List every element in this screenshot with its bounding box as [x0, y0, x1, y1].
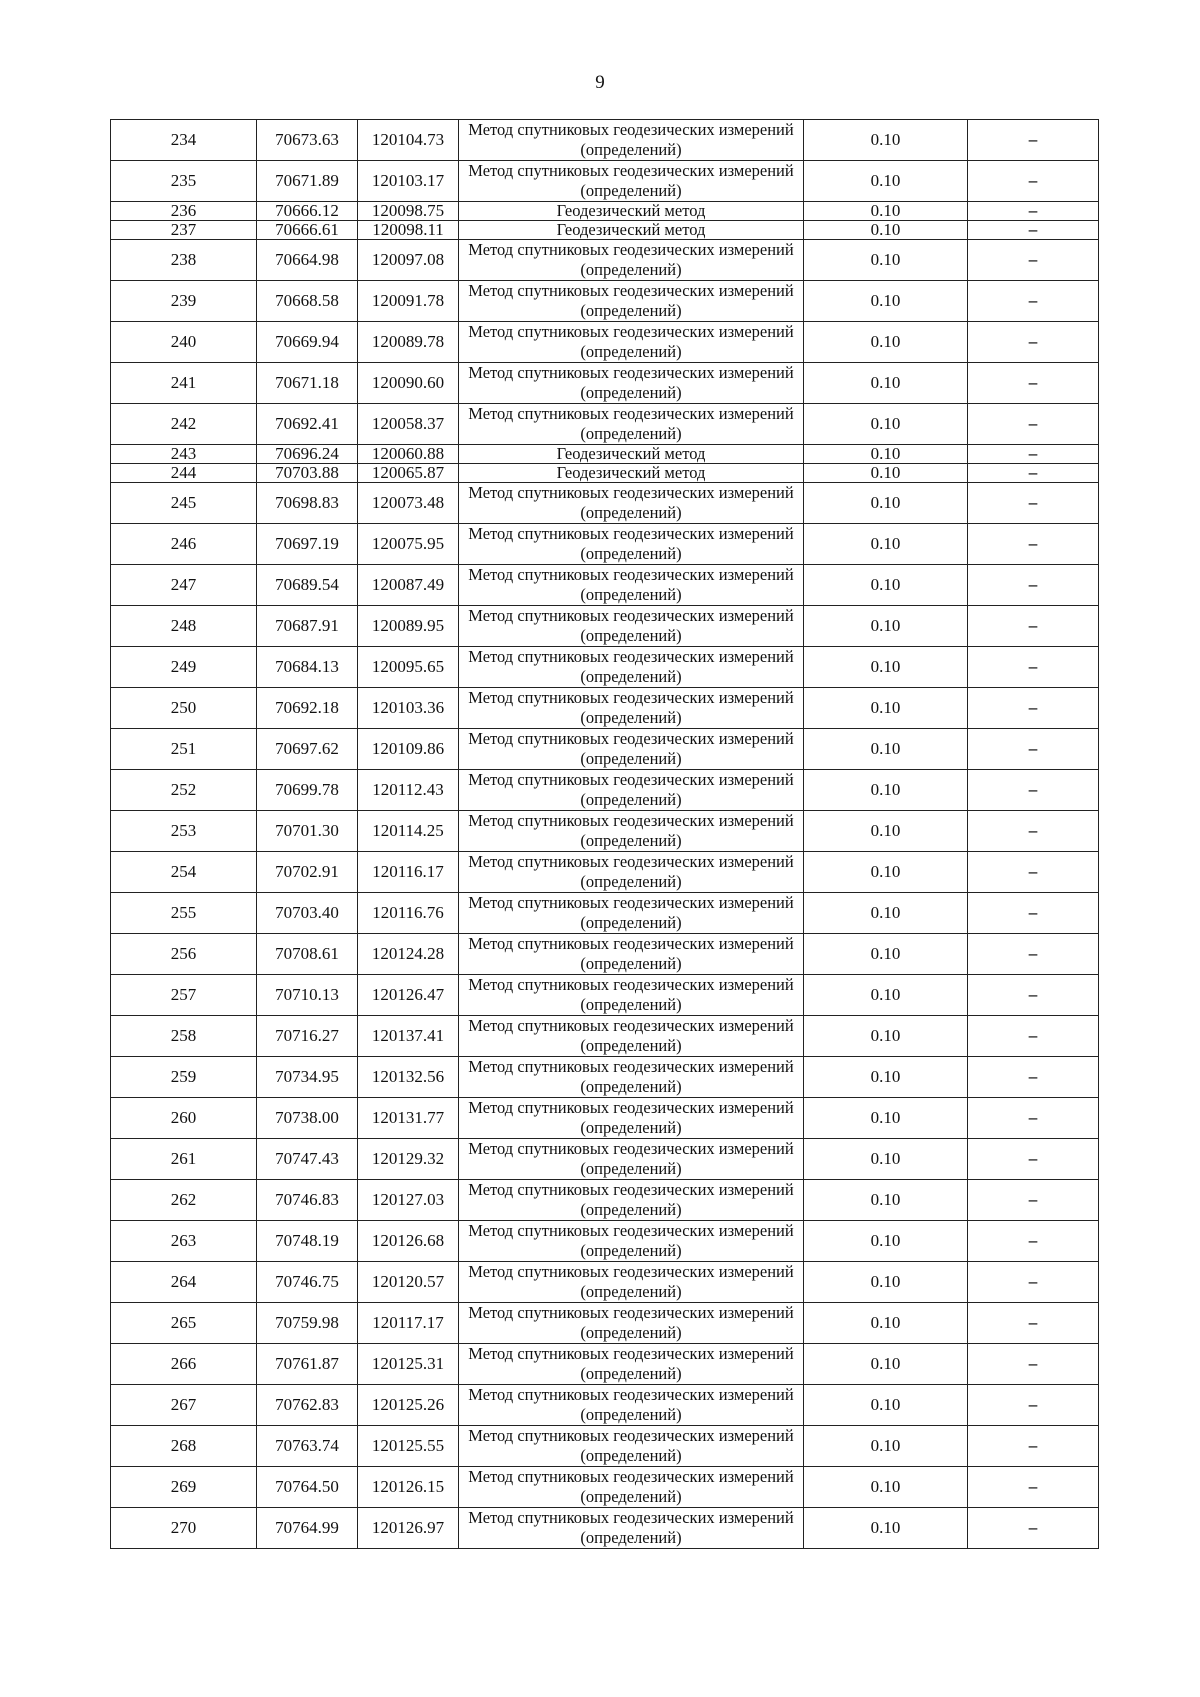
point-number-cell: 252	[111, 770, 257, 811]
accuracy-cell: 0.10	[804, 240, 968, 281]
x-coordinate-cell: 70671.18	[257, 363, 358, 404]
accuracy-cell: 0.10	[804, 1303, 968, 1344]
point-number-cell: 250	[111, 688, 257, 729]
x-coordinate-cell: 70701.30	[257, 811, 358, 852]
note-cell: –	[968, 404, 1099, 445]
point-number-cell: 251	[111, 729, 257, 770]
point-number-cell: 254	[111, 852, 257, 893]
table-row	[111, 483, 1099, 524]
point-number-cell: 249	[111, 647, 257, 688]
x-coordinate-cell: 70697.62	[257, 729, 358, 770]
table-row	[111, 852, 1099, 893]
coordinates-table	[110, 119, 1099, 1549]
table-row	[111, 1262, 1099, 1303]
note-cell: –	[968, 161, 1099, 202]
accuracy-cell: 0.10	[804, 1467, 968, 1508]
y-coordinate-cell: 120098.11	[358, 221, 459, 240]
accuracy-cell: 0.10	[804, 1180, 968, 1221]
accuracy-cell: 0.10	[804, 606, 968, 647]
point-number-cell: 235	[111, 161, 257, 202]
accuracy-cell: 0.10	[804, 161, 968, 202]
point-number-cell: 258	[111, 1016, 257, 1057]
y-coordinate-cell: 120098.75	[358, 202, 459, 221]
point-number-cell: 238	[111, 240, 257, 281]
method-cell: Метод спутниковых геодезических измерений (определений)	[459, 281, 804, 322]
table-row	[111, 161, 1099, 202]
method-cell: Метод спутниковых геодезических измерений (определений)	[459, 975, 804, 1016]
y-coordinate-cell: 120132.56	[358, 1057, 459, 1098]
x-coordinate-cell: 70764.99	[257, 1508, 358, 1549]
table-row	[111, 1303, 1099, 1344]
table-row	[111, 281, 1099, 322]
method-cell: Метод спутниковых геодезических измерений (определений)	[459, 524, 804, 565]
x-coordinate-cell: 70687.91	[257, 606, 358, 647]
y-coordinate-cell: 120103.36	[358, 688, 459, 729]
point-number-cell: 248	[111, 606, 257, 647]
y-coordinate-cell: 120116.76	[358, 893, 459, 934]
accuracy-cell: 0.10	[804, 852, 968, 893]
x-coordinate-cell: 70666.12	[257, 202, 358, 221]
accuracy-cell: 0.10	[804, 893, 968, 934]
point-number-cell: 256	[111, 934, 257, 975]
table-row	[111, 221, 1099, 240]
note-cell: –	[968, 565, 1099, 606]
accuracy-cell: 0.10	[804, 1221, 968, 1262]
page-number: 9	[595, 72, 605, 93]
point-number-cell: 265	[111, 1303, 257, 1344]
coordinates-table-body	[111, 120, 1099, 1549]
y-coordinate-cell: 120060.88	[358, 445, 459, 464]
table-row	[111, 524, 1099, 565]
y-coordinate-cell: 120126.97	[358, 1508, 459, 1549]
method-cell: Метод спутниковых геодезических измерений (определений)	[459, 363, 804, 404]
x-coordinate-cell: 70673.63	[257, 120, 358, 161]
y-coordinate-cell: 120129.32	[358, 1139, 459, 1180]
x-coordinate-cell: 70664.98	[257, 240, 358, 281]
x-coordinate-cell: 70703.88	[257, 464, 358, 483]
x-coordinate-cell: 70699.78	[257, 770, 358, 811]
point-number-cell: 266	[111, 1344, 257, 1385]
x-coordinate-cell: 70669.94	[257, 322, 358, 363]
method-cell: Метод спутниковых геодезических измерений (определений)	[459, 1057, 804, 1098]
table-row	[111, 606, 1099, 647]
x-coordinate-cell: 70696.24	[257, 445, 358, 464]
y-coordinate-cell: 120137.41	[358, 1016, 459, 1057]
x-coordinate-cell: 70697.19	[257, 524, 358, 565]
method-cell: Метод спутниковых геодезических измерений (определений)	[459, 1467, 804, 1508]
note-cell: –	[968, 934, 1099, 975]
table-row	[111, 445, 1099, 464]
x-coordinate-cell: 70738.00	[257, 1098, 358, 1139]
x-coordinate-cell: 70702.91	[257, 852, 358, 893]
x-coordinate-cell: 70666.61	[257, 221, 358, 240]
note-cell: –	[968, 1344, 1099, 1385]
accuracy-cell: 0.10	[804, 322, 968, 363]
method-cell: Метод спутниковых геодезических измерений (определений)	[459, 322, 804, 363]
method-cell: Метод спутниковых геодезических измерений (определений)	[459, 688, 804, 729]
note-cell: –	[968, 221, 1099, 240]
method-cell: Метод спутниковых геодезических измерений (определений)	[459, 852, 804, 893]
accuracy-cell: 0.10	[804, 1426, 968, 1467]
note-cell: –	[968, 445, 1099, 464]
accuracy-cell: 0.10	[804, 445, 968, 464]
y-coordinate-cell: 120089.78	[358, 322, 459, 363]
accuracy-cell: 0.10	[804, 729, 968, 770]
y-coordinate-cell: 120104.73	[358, 120, 459, 161]
method-cell: Метод спутниковых геодезических измерений (определений)	[459, 1385, 804, 1426]
note-cell: –	[968, 1057, 1099, 1098]
accuracy-cell: 0.10	[804, 363, 968, 404]
point-number-cell: 243	[111, 445, 257, 464]
y-coordinate-cell: 120065.87	[358, 464, 459, 483]
y-coordinate-cell: 120127.03	[358, 1180, 459, 1221]
note-cell: –	[968, 1508, 1099, 1549]
note-cell: –	[968, 464, 1099, 483]
method-cell: Метод спутниковых геодезических измерений (определений)	[459, 770, 804, 811]
accuracy-cell: 0.10	[804, 811, 968, 852]
y-coordinate-cell: 120087.49	[358, 565, 459, 606]
y-coordinate-cell: 120125.55	[358, 1426, 459, 1467]
x-coordinate-cell: 70761.87	[257, 1344, 358, 1385]
note-cell: –	[968, 524, 1099, 565]
table-row	[111, 1467, 1099, 1508]
method-cell: Метод спутниковых геодезических измерений (определений)	[459, 893, 804, 934]
note-cell: –	[968, 975, 1099, 1016]
note-cell: –	[968, 1385, 1099, 1426]
table-row	[111, 565, 1099, 606]
y-coordinate-cell: 120125.31	[358, 1344, 459, 1385]
y-coordinate-cell: 120126.15	[358, 1467, 459, 1508]
point-number-cell: 270	[111, 1508, 257, 1549]
method-cell: Метод спутниковых геодезических измерений (определений)	[459, 1262, 804, 1303]
x-coordinate-cell: 70746.75	[257, 1262, 358, 1303]
table-row	[111, 1426, 1099, 1467]
accuracy-cell: 0.10	[804, 1262, 968, 1303]
note-cell: –	[968, 606, 1099, 647]
note-cell: –	[968, 202, 1099, 221]
method-cell: Метод спутниковых геодезических измерений (определений)	[459, 729, 804, 770]
note-cell: –	[968, 688, 1099, 729]
method-cell: Метод спутниковых геодезических измерений (определений)	[459, 811, 804, 852]
x-coordinate-cell: 70692.18	[257, 688, 358, 729]
note-cell: –	[968, 1303, 1099, 1344]
point-number-cell: 263	[111, 1221, 257, 1262]
accuracy-cell: 0.10	[804, 688, 968, 729]
table-row	[111, 404, 1099, 445]
note-cell: –	[968, 281, 1099, 322]
x-coordinate-cell: 70764.50	[257, 1467, 358, 1508]
point-number-cell: 264	[111, 1262, 257, 1303]
y-coordinate-cell: 120131.77	[358, 1098, 459, 1139]
accuracy-cell: 0.10	[804, 524, 968, 565]
method-cell: Метод спутниковых геодезических измерений (определений)	[459, 606, 804, 647]
method-cell: Метод спутниковых геодезических измерений (определений)	[459, 1139, 804, 1180]
point-number-cell: 239	[111, 281, 257, 322]
method-cell: Метод спутниковых геодезических измерений (определений)	[459, 1016, 804, 1057]
method-cell: Метод спутниковых геодезических измерений (определений)	[459, 1098, 804, 1139]
accuracy-cell: 0.10	[804, 1508, 968, 1549]
point-number-cell: 267	[111, 1385, 257, 1426]
method-cell: Метод спутниковых геодезических измерений (определений)	[459, 483, 804, 524]
y-coordinate-cell: 120103.17	[358, 161, 459, 202]
note-cell: –	[968, 1180, 1099, 1221]
y-coordinate-cell: 120095.65	[358, 647, 459, 688]
accuracy-cell: 0.10	[804, 120, 968, 161]
note-cell: –	[968, 1467, 1099, 1508]
method-cell: Метод спутниковых геодезических измерений (определений)	[459, 404, 804, 445]
note-cell: –	[968, 811, 1099, 852]
point-number-cell: 242	[111, 404, 257, 445]
note-cell: –	[968, 647, 1099, 688]
y-coordinate-cell: 120090.60	[358, 363, 459, 404]
x-coordinate-cell: 70684.13	[257, 647, 358, 688]
x-coordinate-cell: 70716.27	[257, 1016, 358, 1057]
method-cell: Геодезический метод	[459, 464, 804, 483]
accuracy-cell: 0.10	[804, 202, 968, 221]
y-coordinate-cell: 120126.68	[358, 1221, 459, 1262]
y-coordinate-cell: 120089.95	[358, 606, 459, 647]
method-cell: Метод спутниковых геодезических измерений (определений)	[459, 161, 804, 202]
x-coordinate-cell: 70748.19	[257, 1221, 358, 1262]
table-row	[111, 1221, 1099, 1262]
note-cell: –	[968, 852, 1099, 893]
table-row	[111, 1016, 1099, 1057]
table-row	[111, 688, 1099, 729]
point-number-cell: 257	[111, 975, 257, 1016]
accuracy-cell: 0.10	[804, 483, 968, 524]
note-cell: –	[968, 1426, 1099, 1467]
accuracy-cell: 0.10	[804, 647, 968, 688]
point-number-cell: 259	[111, 1057, 257, 1098]
y-coordinate-cell: 120120.57	[358, 1262, 459, 1303]
note-cell: –	[968, 322, 1099, 363]
table-row	[111, 647, 1099, 688]
x-coordinate-cell: 70763.74	[257, 1426, 358, 1467]
x-coordinate-cell: 70746.83	[257, 1180, 358, 1221]
accuracy-cell: 0.10	[804, 221, 968, 240]
x-coordinate-cell: 70734.95	[257, 1057, 358, 1098]
method-cell: Метод спутниковых геодезических измерений (определений)	[459, 1426, 804, 1467]
x-coordinate-cell: 70747.43	[257, 1139, 358, 1180]
note-cell: –	[968, 893, 1099, 934]
y-coordinate-cell: 120126.47	[358, 975, 459, 1016]
y-coordinate-cell: 120114.25	[358, 811, 459, 852]
x-coordinate-cell: 70668.58	[257, 281, 358, 322]
table-row	[111, 120, 1099, 161]
table-row	[111, 202, 1099, 221]
y-coordinate-cell: 120058.37	[358, 404, 459, 445]
x-coordinate-cell: 70762.83	[257, 1385, 358, 1426]
point-number-cell: 237	[111, 221, 257, 240]
table-row	[111, 240, 1099, 281]
method-cell: Геодезический метод	[459, 202, 804, 221]
table-row	[111, 934, 1099, 975]
point-number-cell: 241	[111, 363, 257, 404]
accuracy-cell: 0.10	[804, 1139, 968, 1180]
y-coordinate-cell: 120075.95	[358, 524, 459, 565]
table-row	[111, 1139, 1099, 1180]
table-row	[111, 1180, 1099, 1221]
accuracy-cell: 0.10	[804, 464, 968, 483]
point-number-cell: 234	[111, 120, 257, 161]
accuracy-cell: 0.10	[804, 1016, 968, 1057]
accuracy-cell: 0.10	[804, 934, 968, 975]
method-cell: Метод спутниковых геодезических измерений (определений)	[459, 120, 804, 161]
y-coordinate-cell: 120125.26	[358, 1385, 459, 1426]
table-row	[111, 1385, 1099, 1426]
accuracy-cell: 0.10	[804, 1057, 968, 1098]
point-number-cell: 260	[111, 1098, 257, 1139]
y-coordinate-cell: 120109.86	[358, 729, 459, 770]
accuracy-cell: 0.10	[804, 565, 968, 606]
x-coordinate-cell: 70759.98	[257, 1303, 358, 1344]
table-row	[111, 1057, 1099, 1098]
table-row	[111, 729, 1099, 770]
point-number-cell: 236	[111, 202, 257, 221]
table-row	[111, 363, 1099, 404]
note-cell: –	[968, 1139, 1099, 1180]
method-cell: Метод спутниковых геодезических измерений (определений)	[459, 647, 804, 688]
method-cell: Геодезический метод	[459, 221, 804, 240]
note-cell: –	[968, 729, 1099, 770]
note-cell: –	[968, 120, 1099, 161]
point-number-cell: 253	[111, 811, 257, 852]
method-cell: Метод спутниковых геодезических измерений (определений)	[459, 565, 804, 606]
x-coordinate-cell: 70671.89	[257, 161, 358, 202]
accuracy-cell: 0.10	[804, 1385, 968, 1426]
method-cell: Метод спутниковых геодезических измерений (определений)	[459, 1344, 804, 1385]
y-coordinate-cell: 120097.08	[358, 240, 459, 281]
point-number-cell: 244	[111, 464, 257, 483]
note-cell: –	[968, 1098, 1099, 1139]
point-number-cell: 240	[111, 322, 257, 363]
accuracy-cell: 0.10	[804, 404, 968, 445]
method-cell: Метод спутниковых геодезических измерений (определений)	[459, 1180, 804, 1221]
accuracy-cell: 0.10	[804, 1098, 968, 1139]
point-number-cell: 262	[111, 1180, 257, 1221]
y-coordinate-cell: 120116.17	[358, 852, 459, 893]
method-cell: Метод спутниковых геодезических измерений (определений)	[459, 934, 804, 975]
x-coordinate-cell: 70703.40	[257, 893, 358, 934]
table-row	[111, 1098, 1099, 1139]
x-coordinate-cell: 70710.13	[257, 975, 358, 1016]
point-number-cell: 245	[111, 483, 257, 524]
note-cell: –	[968, 1221, 1099, 1262]
table-row	[111, 811, 1099, 852]
table-row	[111, 770, 1099, 811]
method-cell: Метод спутниковых геодезических измерений (определений)	[459, 240, 804, 281]
point-number-cell: 246	[111, 524, 257, 565]
x-coordinate-cell: 70698.83	[257, 483, 358, 524]
point-number-cell: 255	[111, 893, 257, 934]
y-coordinate-cell: 120124.28	[358, 934, 459, 975]
note-cell: –	[968, 1262, 1099, 1303]
x-coordinate-cell: 70708.61	[257, 934, 358, 975]
y-coordinate-cell: 120112.43	[358, 770, 459, 811]
method-cell: Метод спутниковых геодезических измерений (определений)	[459, 1303, 804, 1344]
method-cell: Метод спутниковых геодезических измерений (определений)	[459, 1221, 804, 1262]
point-number-cell: 269	[111, 1467, 257, 1508]
y-coordinate-cell: 120091.78	[358, 281, 459, 322]
x-coordinate-cell: 70692.41	[257, 404, 358, 445]
table-row	[111, 975, 1099, 1016]
point-number-cell: 247	[111, 565, 257, 606]
accuracy-cell: 0.10	[804, 975, 968, 1016]
point-number-cell: 268	[111, 1426, 257, 1467]
note-cell: –	[968, 1016, 1099, 1057]
accuracy-cell: 0.10	[804, 770, 968, 811]
x-coordinate-cell: 70689.54	[257, 565, 358, 606]
accuracy-cell: 0.10	[804, 1344, 968, 1385]
point-number-cell: 261	[111, 1139, 257, 1180]
note-cell: –	[968, 483, 1099, 524]
method-cell: Метод спутниковых геодезических измерений (определений)	[459, 1508, 804, 1549]
table-row	[111, 893, 1099, 934]
table-row	[111, 322, 1099, 363]
note-cell: –	[968, 240, 1099, 281]
table-row	[111, 464, 1099, 483]
y-coordinate-cell: 120073.48	[358, 483, 459, 524]
method-cell: Геодезический метод	[459, 445, 804, 464]
y-coordinate-cell: 120117.17	[358, 1303, 459, 1344]
table-row	[111, 1508, 1099, 1549]
accuracy-cell: 0.10	[804, 281, 968, 322]
note-cell: –	[968, 770, 1099, 811]
note-cell: –	[968, 363, 1099, 404]
table-row	[111, 1344, 1099, 1385]
